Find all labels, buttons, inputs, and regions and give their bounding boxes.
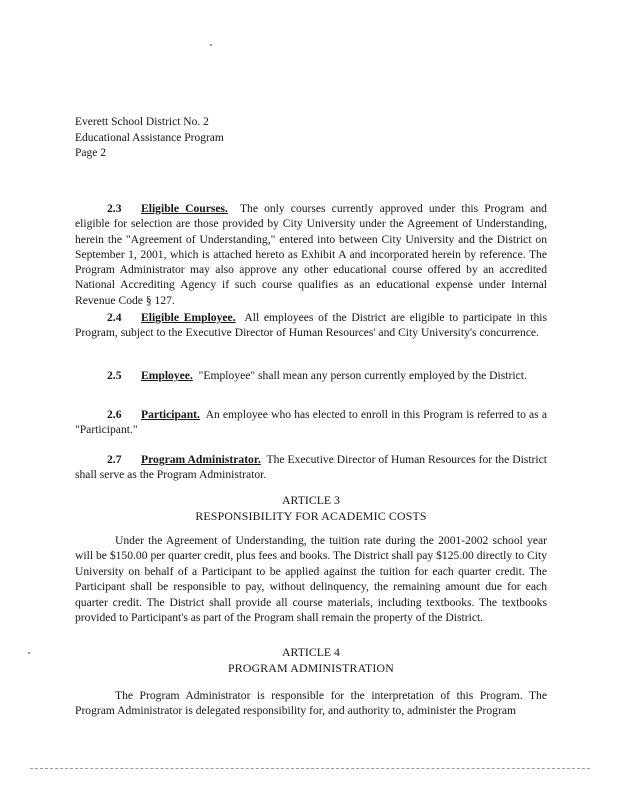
- header-district-name: Everett School District No. 2: [75, 116, 209, 128]
- section-term: Eligible Courses.: [141, 202, 228, 215]
- article-number: ARTICLE 3: [282, 493, 340, 507]
- section-number: 2.4: [107, 311, 122, 324]
- scan-speck: [28, 652, 30, 654]
- article-title: PROGRAM ADMINISTRATION: [228, 660, 394, 675]
- article-4-body: The Program Administrator is responsible for the interpretation of this Program. The Program Administrator is delegated responsibility for, and authority to, administer the Program: [75, 689, 547, 718]
- article-4-heading: [75, 645, 547, 676]
- header-page-number: Page 2: [75, 147, 106, 159]
- article-3-body: Under the Agreement of Understanding, the tuition rate during the 2001-2002 school year will be $150.00 per quarter credit, plus fees and books. The District shall pay $125.00 directly to City University on behalf of a Participant to be applied against the tuition for each quarter credit. The Participant shall be responsible to pay, without delinquency, the remaining amount due for each quarter credit. The District shall provide all course materials, including textbooks. The textbooks provided to Participant's as part of the Program shall remain the property of the District.: [75, 534, 547, 625]
- section-term: Employee.: [141, 369, 193, 382]
- section-number: 2.5: [107, 369, 122, 382]
- section-text: The only courses currently approved under this Program and eligible for selection are those provided by City University under the Agreement of Understanding, herein the "Agreement of Understanding," entered into between City University and the District on September 1, 2001, which is attached hereto as Exhibit A and incorporated herein by reference. The Program Administrator may also approve any other educational course offered by an accredited National Accrediting Agency if such course qualifies as an educational expense under Internal Revenue Code § 127.: [75, 202, 547, 307]
- section-2-6: [75, 407, 547, 438]
- section-term: Eligible Employee.: [141, 311, 236, 324]
- section-term: Program Administrator.: [141, 453, 261, 466]
- section-text: All employees of the District are eligible to participate in this Program, subject to the Executive Director of Human Resources' and City University's concurrence.: [75, 311, 548, 340]
- section-number: 2.6: [107, 408, 122, 421]
- document-header: [75, 115, 224, 162]
- scan-bottom-edge: [30, 768, 590, 769]
- section-2-4: [75, 310, 547, 341]
- scan-speck: [210, 44, 212, 46]
- article-title: RESPONSIBILITY FOR ACADEMIC COSTS: [195, 508, 427, 523]
- section-term: Participant.: [141, 408, 200, 421]
- section-number: 2.3: [107, 202, 122, 215]
- article-number: ARTICLE 4: [282, 645, 340, 659]
- article-3-heading: [75, 493, 547, 524]
- section-2-3: [75, 201, 547, 308]
- section-number: 2.7: [107, 453, 122, 466]
- section-2-7: [75, 452, 547, 483]
- section-2-5: [75, 368, 547, 383]
- section-text: "Employee" shall mean any person currently employed by the District.: [198, 369, 527, 382]
- header-program-name: Educational Assistance Program: [75, 131, 224, 144]
- section-text: The Executive Director of Human Resources for the District shall serve as the Program Administrator.: [75, 453, 547, 482]
- section-text: An employee who has elected to enroll in this Program is referred to as a "Participant.": [75, 408, 547, 437]
